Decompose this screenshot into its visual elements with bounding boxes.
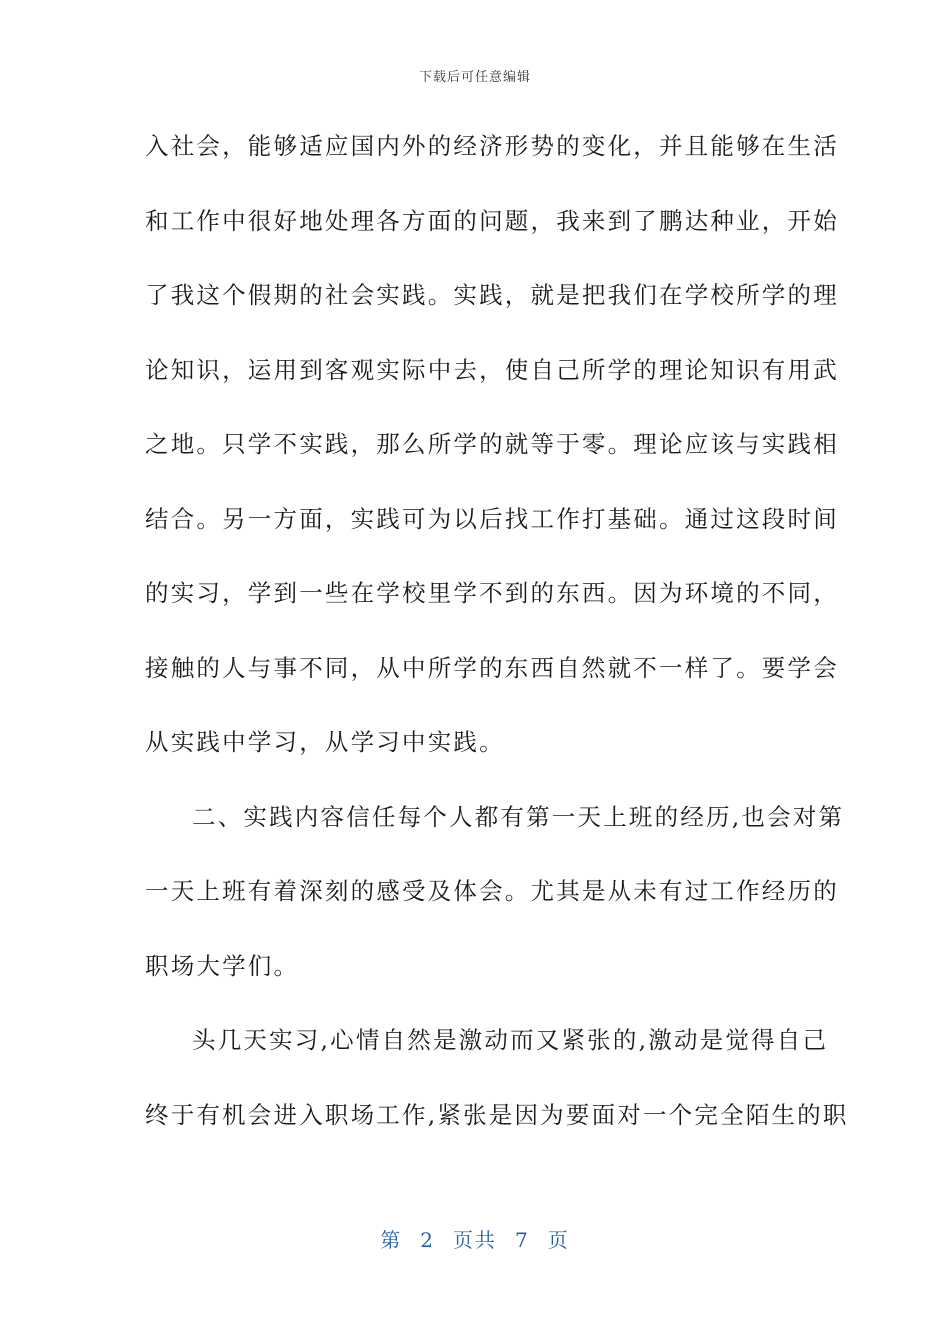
text-line: 终于有机会进入职场工作,紧张是因为要面对一个完全陌生的职 — [145, 1100, 849, 1129]
text-line: 从实践中学习，从学习中实践。 — [145, 728, 505, 756]
total-pages-number: 7 — [515, 1228, 530, 1252]
text-line: 论知识，运用到客观实际中去，使自己所学的理论知识有用武 — [145, 355, 839, 384]
text-line: 职场大学们。 — [145, 951, 300, 980]
current-page-number: 2 — [420, 1228, 435, 1252]
text-line: 入社会，能够适应国内外的经济形势的变化，并且能够在生活 — [145, 132, 839, 160]
document-body — [145, 126, 849, 1169]
footer-middle: 页共 — [453, 1228, 497, 1252]
page-footer — [0, 1224, 950, 1253]
text-line: 一天上班有着深刻的感受及体会。尤其是从未有过工作经历的 — [145, 877, 839, 905]
text-line: 头几天实习,心情自然是激动而又紧张的,激动是觉得自己 — [192, 1026, 829, 1054]
text-line: 二、实践内容信任每个人都有第一天上班的经历,也会对第 — [192, 802, 845, 831]
text-line: 结合。另一方面，实践可为以后找工作打基础。通过这段时间 — [145, 504, 839, 533]
text-line: 之地。只学不实践，那么所学的就等于零。理论应该与实践相 — [145, 430, 839, 458]
header-note: 下载后可任意编辑 — [418, 70, 531, 85]
footer-prefix: 第 — [380, 1228, 403, 1252]
text-line: 了我这个假期的社会实践。实践，就是把我们在学校所学的理 — [145, 281, 839, 309]
text-line: 接触的人与事不同，从中所学的东西自然就不一样了。要学会 — [145, 653, 839, 682]
text-line: 和工作中很好地处理各方面的问题，我来到了鹏达种业，开始 — [145, 206, 839, 235]
text-line: 的实习，学到一些在学校里学不到的东西。因为环境的不同， — [145, 579, 839, 607]
footer-suffix: 页 — [547, 1228, 570, 1252]
